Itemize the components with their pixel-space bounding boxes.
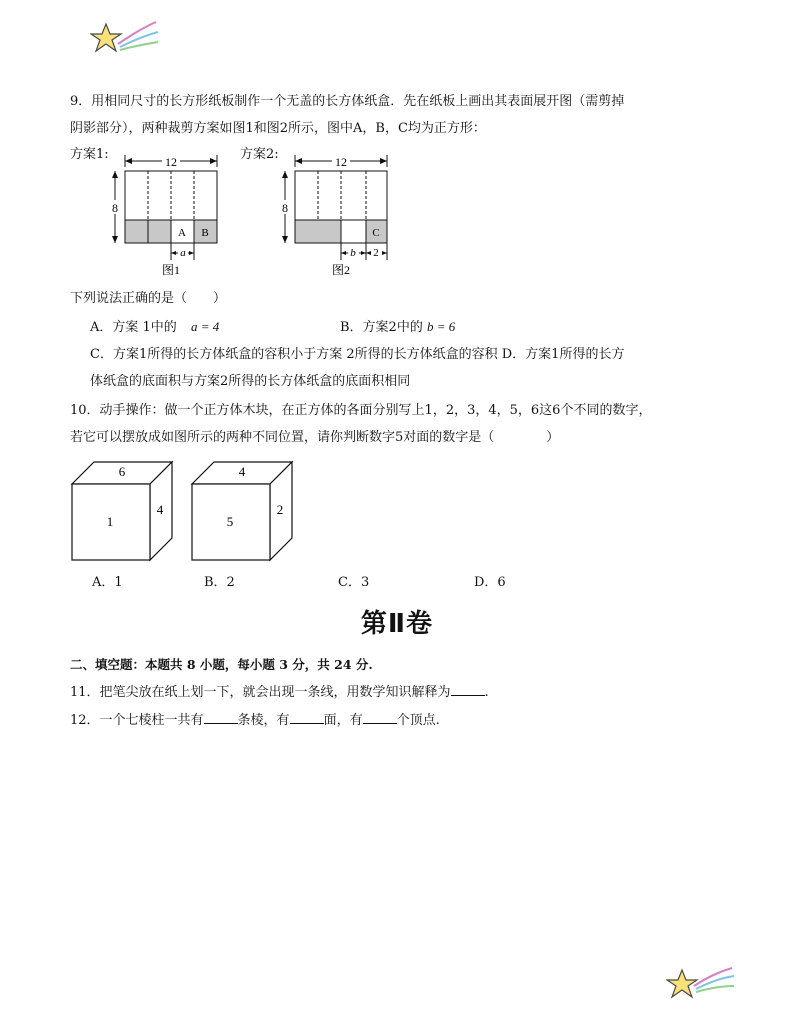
cube1-front-number: 1 [106,514,114,529]
star-icon [666,964,736,1008]
q11 [70,683,489,702]
q10-option-a: A．1 [92,575,123,590]
q12-blank-vertices[interactable] [363,711,397,724]
q9-line1: 9．用相同尺寸的长方形纸板制作一个无盖的长方体纸盒．先在纸板上画出其表面展开图（需剪掉 [70,94,625,109]
fig1-width-label: 12 [165,155,177,169]
q9-option-a-text: A．方案 1中的 [90,320,177,335]
fig1-height-label: 8 [112,201,118,215]
fig2-dim-2: 2 [373,247,379,259]
fill-blank-section-header: 二、填空题：本题共 8 小题，每小题 3 分，共 24 分. [70,657,373,672]
q11-end: . [484,685,489,700]
q12-text-b: 条棱，有 [237,713,290,728]
q9-option-c-line2: 体纸盒的底面积与方案2所得的长方体纸盒的底面积相同 [90,374,411,389]
fig1-scheme-label: 方案1: [70,147,109,162]
cube-1 [68,458,178,566]
fig1-label-b: B [201,227,209,239]
fig1-dim-a: a [180,247,186,259]
figure-1 [105,152,230,282]
fig2-height-label: 8 [282,201,288,215]
cube1-top-number: 6 [118,464,126,479]
fig1-shaded-left [125,220,148,243]
q10-option-d: D．6 [474,575,506,590]
cube2-top-number: 4 [238,464,246,479]
cube2-side-number: 2 [276,502,284,517]
q9-option-a [90,318,219,337]
q12-text-c: 面，有 [323,713,363,728]
fig2-scheme-label: 方案2: [240,147,279,162]
q10-option-b: B．2 [204,575,235,590]
cube1-side-number: 4 [156,502,164,517]
q11-text: 11．把笔尖放在纸上划一下，就会出现一条线，用数学知识解释为 [70,685,451,700]
fig2-dim-b: b [350,247,356,259]
star-icon [90,14,160,58]
fig2-shaded-left [295,220,341,243]
fig2-label-c: C [372,227,380,239]
cube-2 [188,458,298,566]
q9-option-b-math: b = 6 [426,319,456,334]
figure-2 [275,152,400,282]
cube2-front-number: 5 [226,514,234,529]
q11-blank[interactable] [451,683,485,696]
fig2-width-label: 12 [335,155,347,169]
q12-blank-edges[interactable] [204,711,238,724]
fig1-label-a: A [178,227,186,239]
q12-text-d: 个顶点. [396,713,440,728]
q12-text-a: 12．一个七棱柱一共有 [70,713,204,728]
part-two-title: 第Ⅱ卷 [360,609,434,639]
fig2-caption: 图2 [331,263,351,277]
q9-option-c-line1: C．方案1所得的长方体纸盒的容积小于方案 2所得的长方体纸盒的容积 D．方案1所得的长方 [90,347,625,362]
q10-line1: 10．动手操作：做一个正方体木块，在正方体的各面分别写上1，2，3，4，5，6这6个不同的数字， [70,403,652,418]
q9-prompt: 下列说法正确的是（ ） [70,291,227,306]
q10-line2: 若它可以摆放成如图所示的两种不同位置，请你判断数字5对面的数字是（ ） [70,430,560,445]
q9-option-b-text: B．方案2中的 [340,320,423,335]
q9-line2: 阴影部分），两种裁剪方案如图1和图2所示，图中A，B，C均为正方形： [70,121,486,136]
q12-blank-faces[interactable] [290,711,324,724]
fig1-caption: 图1 [161,263,181,277]
q9-option-b [340,318,455,337]
q9-option-a-math: a = 4 [190,319,220,334]
q12 [70,711,440,730]
q10-option-c: C．3 [338,575,370,590]
